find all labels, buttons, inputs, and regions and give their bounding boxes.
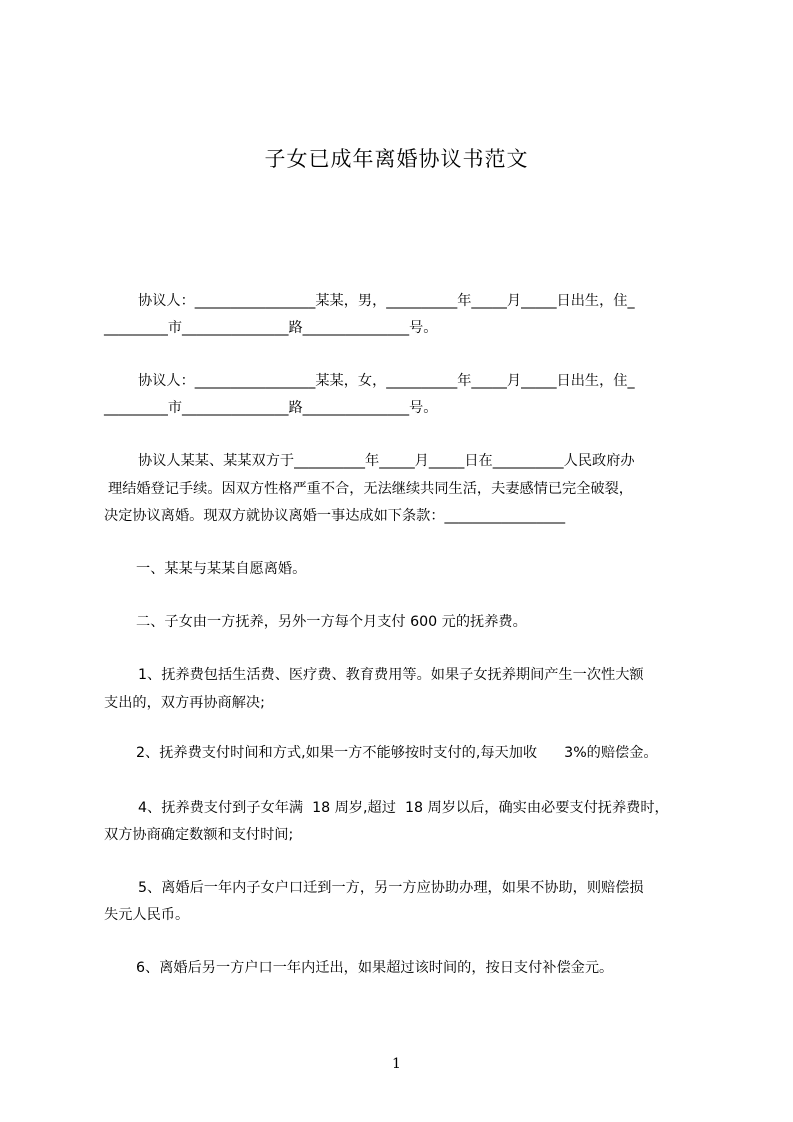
paragraph-1-line-1: 协议人：_________________某某，男，__________年_____月_____日出生，住_ — [138, 293, 635, 309]
clause-1: 一、某某与某某自愿离婚。 — [136, 561, 307, 577]
paragraph-3-line-1: 协议人某某、某某双方于__________年_____月_____日在__________人民政府办 — [138, 453, 635, 469]
subclause-4-line-1: 4、抚养费支付到子女年满 18 周岁,超过 18 周岁以后，确实由必要支付抚养费时， — [138, 800, 669, 816]
subclause-5-line-1: 5、离婚后一年内子女户口迁到一方，另一方应协助办理，如果不协助，则赔偿损 — [138, 880, 644, 896]
page-number: 1 — [392, 1056, 401, 1072]
document-title: 子女已成年离婚协议书范文 — [264, 147, 529, 171]
subclause-5-line-2: 失元人民币。 — [104, 907, 190, 923]
subclause-4-line-2: 双方协商确定数额和支付时间; — [104, 827, 294, 843]
subclause-2: 2、抚养费支付时间和方式,如果一方不能够按时支付的,每天加收 3%的赔偿金。 — [136, 745, 658, 761]
paragraph-3-line-3: 决定协议离婚。现双方就协议离婚一事达成如下条款：_________________ — [104, 508, 566, 524]
subclause-1-line-1: 1、抚养费包括生活费、医疗费、教育费用等。如果子女抚养期间产生一次性大额 — [138, 667, 644, 683]
paragraph-3-line-2: 理结婚登记手续。因双方性格严重不合，无法继续共同生活，夫妻感情已完全破裂， — [108, 481, 633, 497]
paragraph-2-line-2: _________市_______________路_______________号。 — [104, 400, 438, 416]
clause-2: 二、子女由一方抚养，另外一方每个月支付 600 元的抚养费。 — [136, 614, 527, 630]
paragraph-1-line-2: _________市_______________路_______________号。 — [104, 320, 438, 336]
paragraph-2-line-1: 协议人：_________________某某，女，__________年_____月_____日出生，住_ — [138, 373, 635, 389]
subclause-6: 6、离婚后另一方户口一年内迁出，如果超过该时间的，按日支付补偿金元。 — [136, 960, 614, 976]
subclause-1-line-2: 支出的，双方再协商解决; — [104, 695, 265, 711]
